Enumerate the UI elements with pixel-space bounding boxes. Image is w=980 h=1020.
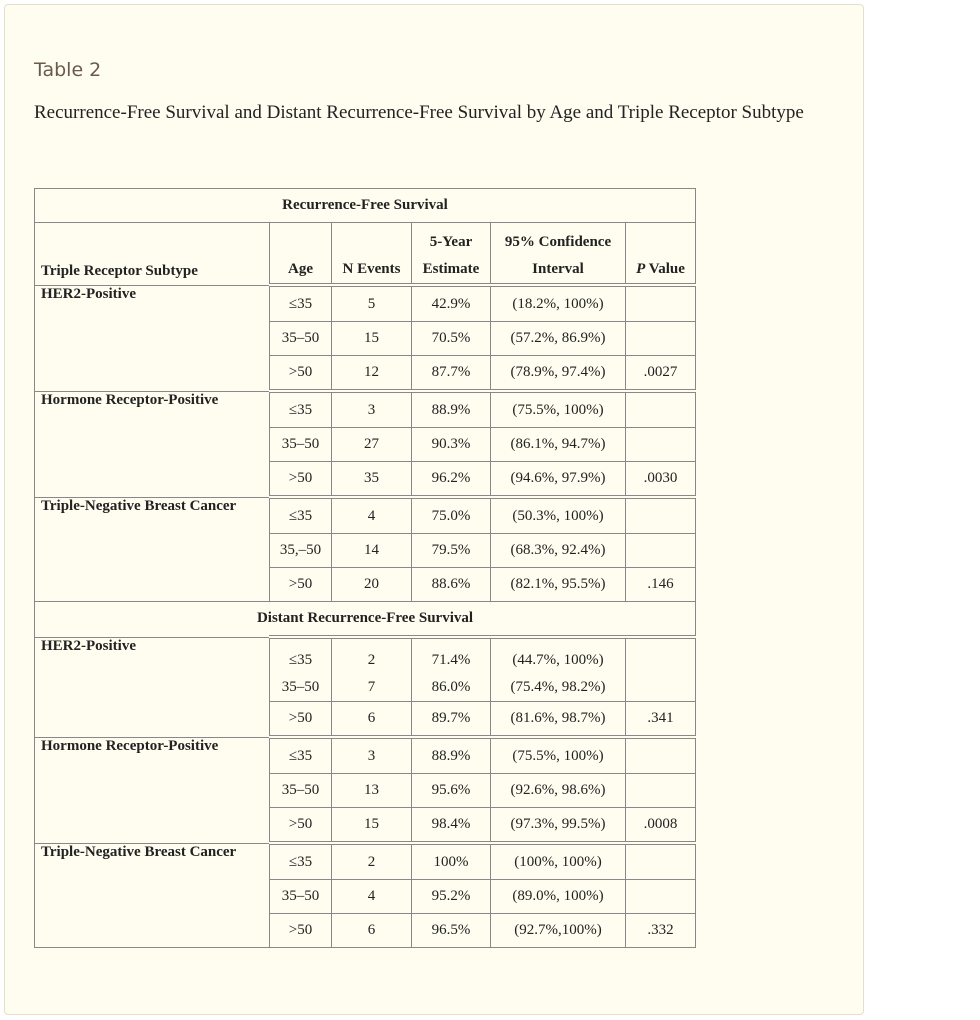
p-value-cell: .341 (626, 702, 696, 738)
ci-cell (491, 637, 626, 702)
section-title-drfs: Distant Recurrence-Free Survival (35, 602, 696, 638)
ci-cell: (92.7%,100%) (491, 914, 626, 948)
events-cell: 13 (332, 774, 412, 808)
ci-cell: (68.3%, 92.4%) (491, 534, 626, 568)
p-value-cell (626, 637, 696, 702)
p-value-cell: .0027 (626, 356, 696, 392)
age-cell: >50 (270, 808, 332, 844)
events-cell-line2: 7 (367, 679, 376, 695)
age-cell: ≤35 (270, 285, 332, 322)
section-header-row (35, 602, 696, 638)
ci-cell: (18.2%, 100%) (491, 285, 626, 322)
ci-cell: (75.5%, 100%) (491, 391, 626, 428)
age-cell: ≤35 (270, 391, 332, 428)
p-value-cell (626, 322, 696, 356)
estimate-cell: 96.2% (412, 462, 491, 498)
ci-cell: (75.5%, 100%) (491, 737, 626, 774)
p-value-cell: .0030 (626, 462, 696, 498)
table-row (35, 843, 696, 880)
p-value-cell (626, 497, 696, 534)
table-caption: Recurrence-Free Survival and Distant Recurrence-Free Survival by Age and Triple Receptor Subtype (34, 102, 804, 123)
age-cell: >50 (270, 702, 332, 738)
ci-cell-line2: (75.4%, 98.2%) (510, 679, 606, 695)
ci-cell: (94.6%, 97.9%) (491, 462, 626, 498)
subtype-cell: Triple-Negative Breast Cancer (35, 497, 270, 602)
age-cell (270, 637, 332, 702)
ci-cell: (50.3%, 100%) (491, 497, 626, 534)
subtype-cell: HER2-Positive (35, 285, 270, 391)
estimate-cell: 95.6% (412, 774, 491, 808)
ci-cell: (57.2%, 86.9%) (491, 322, 626, 356)
survival-table (34, 188, 696, 948)
events-cell: 5 (332, 285, 412, 322)
ci-header-line2: Interval (532, 261, 584, 277)
estimate-cell: 95.2% (412, 880, 491, 914)
p-value-cell (626, 843, 696, 880)
estimate-cell: 87.7% (412, 356, 491, 392)
ci-header-line1: 95% Confidence (504, 234, 612, 250)
events-cell: 3 (332, 737, 412, 774)
age-cell: 35–50 (270, 322, 332, 356)
p-value-cell (626, 428, 696, 462)
p-value-cell: .332 (626, 914, 696, 948)
ci-cell: (92.6%, 98.6%) (491, 774, 626, 808)
age-cell: >50 (270, 914, 332, 948)
estimate-cell: 88.9% (412, 737, 491, 774)
estimate-cell: 90.3% (412, 428, 491, 462)
age-cell: >50 (270, 568, 332, 602)
age-cell: 35–50 (270, 880, 332, 914)
age-cell-line1: ≤35 (288, 652, 313, 668)
table-row (35, 285, 696, 322)
subtype-cell: Hormone Receptor-Positive (35, 737, 270, 843)
events-cell: 4 (332, 497, 412, 534)
ci-cell: (81.6%, 98.7%) (491, 702, 626, 738)
subtype-cell: Hormone Receptor-Positive (35, 391, 270, 497)
p-value-cell: .146 (626, 568, 696, 602)
events-cell: 6 (332, 702, 412, 738)
p-value-cell (626, 774, 696, 808)
ci-cell: (89.0%, 100%) (491, 880, 626, 914)
subtype-cell: HER2-Positive (35, 637, 270, 737)
events-cell: 15 (332, 808, 412, 844)
estimate-cell: 89.7% (412, 702, 491, 738)
events-cell-line1: 2 (367, 652, 376, 668)
events-cell: 12 (332, 356, 412, 392)
ci-cell: (97.3%, 99.5%) (491, 808, 626, 844)
column-header-estimate (412, 223, 491, 286)
ci-cell-line1: (44.7%, 100%) (512, 652, 604, 668)
age-cell-line2: 35–50 (281, 679, 320, 695)
ci-cell: (100%, 100%) (491, 843, 626, 880)
age-cell: 35–50 (270, 428, 332, 462)
age-cell: 35–50 (270, 774, 332, 808)
column-header-p-value (626, 223, 696, 286)
p-value-cell: .0008 (626, 808, 696, 844)
column-header-events: N Events (332, 223, 412, 286)
section-title-rfs: Recurrence-Free Survival (35, 189, 696, 223)
estimate-cell-line1: 71.4% (431, 652, 471, 668)
events-cell: 2 (332, 843, 412, 880)
events-cell: 15 (332, 322, 412, 356)
age-cell: ≤35 (270, 737, 332, 774)
column-header-subtype: Triple Receptor Subtype (35, 223, 270, 286)
age-cell: >50 (270, 356, 332, 392)
estimate-cell: 96.5% (412, 914, 491, 948)
age-cell: ≤35 (270, 843, 332, 880)
estimate-cell: 100% (412, 843, 491, 880)
table-row (35, 737, 696, 774)
estimate-cell: 88.9% (412, 391, 491, 428)
p-value-cell (626, 880, 696, 914)
estimate-header-line1: 5-Year (429, 234, 473, 250)
events-cell: 35 (332, 462, 412, 498)
subtype-cell: Triple-Negative Breast Cancer (35, 843, 270, 948)
events-cell: 20 (332, 568, 412, 602)
ci-cell: (86.1%, 94.7%) (491, 428, 626, 462)
section-header-row (35, 189, 696, 223)
p-value-cell (626, 285, 696, 322)
column-header-row (35, 223, 696, 286)
age-cell: 35,–50 (270, 534, 332, 568)
age-cell: ≤35 (270, 497, 332, 534)
p-value-cell (626, 391, 696, 428)
events-cell: 4 (332, 880, 412, 914)
events-cell: 14 (332, 534, 412, 568)
estimate-cell: 70.5% (412, 322, 491, 356)
p-value-cell (626, 737, 696, 774)
p-header-italic: P (636, 261, 646, 277)
table-row (35, 391, 696, 428)
estimate-cell: 79.5% (412, 534, 491, 568)
table-row (35, 497, 696, 534)
p-header-rest: Value (645, 261, 685, 277)
events-cell: 3 (332, 391, 412, 428)
events-cell: 6 (332, 914, 412, 948)
events-cell (332, 637, 412, 702)
ci-cell: (78.9%, 97.4%) (491, 356, 626, 392)
events-cell: 27 (332, 428, 412, 462)
estimate-header-line2: Estimate (422, 261, 480, 277)
p-value-cell (626, 534, 696, 568)
table-label: Table 2 (34, 59, 102, 81)
column-header-ci (491, 223, 626, 286)
estimate-cell (412, 637, 491, 702)
ci-cell: (82.1%, 95.5%) (491, 568, 626, 602)
estimate-cell: 42.9% (412, 285, 491, 322)
table-panel (4, 4, 864, 1015)
column-header-age: Age (270, 223, 332, 286)
estimate-cell: 98.4% (412, 808, 491, 844)
estimate-cell: 88.6% (412, 568, 491, 602)
estimate-cell-line2: 86.0% (431, 679, 471, 695)
age-cell: >50 (270, 462, 332, 498)
estimate-cell: 75.0% (412, 497, 491, 534)
table-row (35, 637, 696, 702)
